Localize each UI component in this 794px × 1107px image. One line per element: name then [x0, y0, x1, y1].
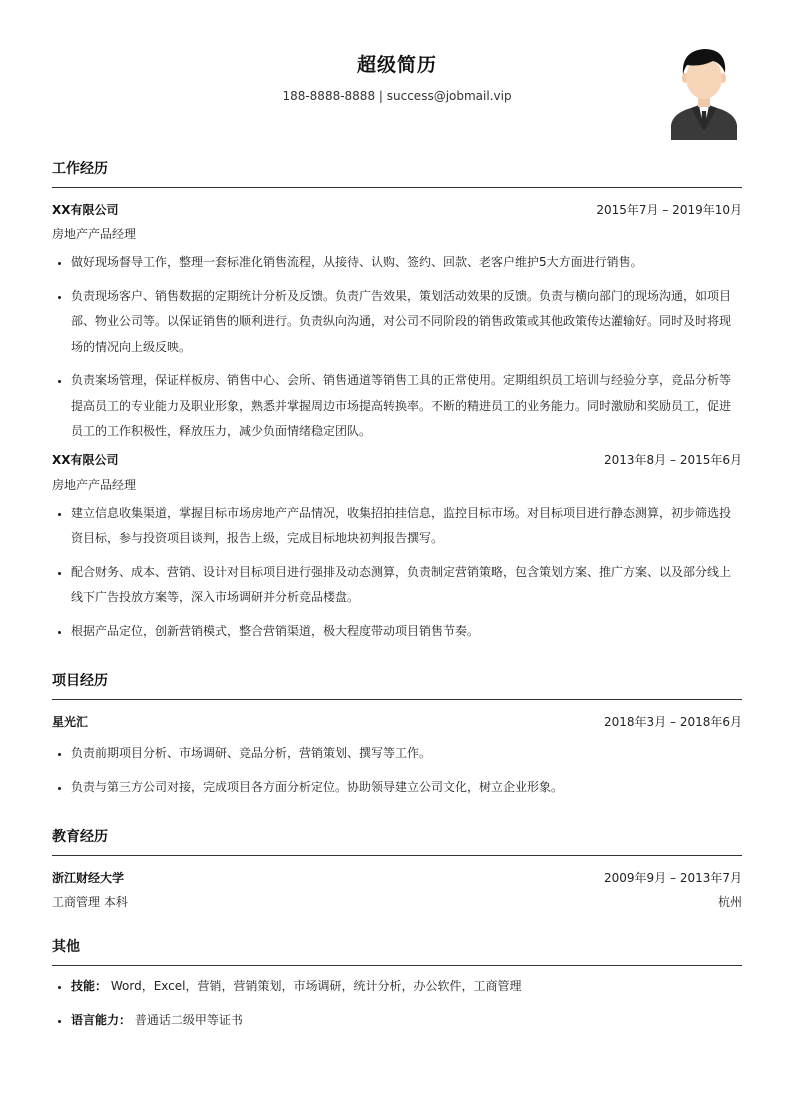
list-item: • 负责前期项目分析、市场调研、竞品分析，营销策划、撰写等工作。: [71, 741, 742, 767]
list-item: • 配合财务、成本、营销、设计对目标项目进行强排及动态测算，负责制定营销策略，包含策划方案、推广方案、以及部分线上线下广告投放方案等，深入市场调研并分析竞品楼盘。: [71, 560, 742, 611]
project-bullets: [52, 741, 742, 800]
list-item: • 负责与第三方公司对接，完成项目各方面分析定位。协助领导建立公司文化，树立企业形象。: [71, 775, 742, 801]
project-name: 星光汇: [52, 714, 89, 729]
resume-page: [52, 0, 742, 1033]
list-item: [71, 974, 742, 1000]
work-entry: [52, 198, 742, 445]
list-item: • 做好现场督导工作，整理一套标准化销售流程，从接待、认购、签约、回款、老客户维护5大方面进行销售。: [71, 250, 742, 276]
resume-header: [52, 0, 742, 150]
work-date: 2013年8月 – 2015年6月: [604, 453, 742, 467]
work-date: 2015年7月 – 2019年10月: [596, 202, 742, 217]
list-item: [71, 1008, 742, 1034]
language-label: 语言能力：: [71, 1012, 132, 1027]
section-title-work: 工作经历: [52, 158, 742, 188]
other-section: [52, 936, 742, 1033]
education-section: [52, 826, 742, 912]
language-value: 普通话二级甲等证书: [134, 1012, 243, 1027]
section-title-project: 项目经历: [52, 670, 742, 700]
list-item: • 根据产品定位，创新营销模式，整合营销渠道，极大程度带动项目销售节奏。: [71, 619, 742, 645]
degree: 工商管理 本科: [52, 895, 128, 909]
work-bullets: [52, 501, 742, 645]
work-section: [52, 158, 742, 644]
section-title-other: 其他: [52, 936, 742, 966]
job-title: 房地产产品经理: [52, 477, 137, 492]
education-city: 杭州: [717, 895, 742, 909]
skills-value: Word，Excel，营销，营销策划，市场调研，统计分析，办公软件，工商管理: [110, 979, 522, 993]
project-section: [52, 670, 742, 800]
list-item: • 建立信息收集渠道，掌握目标市场房地产产品情况，收集招拍挂信息，监控目标市场。对目标项目进行静态测算，初步筛选投资目标，参与投资项目谈判，报告上级，完成目标地块初判报告撰写。: [71, 501, 742, 552]
work-bullets: [52, 250, 742, 445]
company-name: XX有限公司: [52, 453, 119, 467]
list-item: • 负责案场管理，保证样板房、销售中心、会所、销售通道等销售工具的正常使用。定期组织员工培训与经验分享，竞品分析等提高员工的专业能力及职业形象，熟悉并掌握周边市场提高转换率。不断的精进员工的业务能力。同时激励和奖励员工，促进员工的工作积极性，释放压力，减少负面情绪稳定团队。: [71, 368, 742, 445]
project-entry: [52, 710, 742, 800]
candidate-name: 超级简历: [356, 54, 437, 76]
list-item: • 负责现场客户、销售数据的定期统计分析及反馈。负责广告效果，策划活动效果的反馈。负责与横向部门的现场沟通，如项目部、物业公司等。以保证销售的顺利进行。负责纵向沟通，对公司不同阶段的销售政策或其他政策传达灌输好。同时及时将现场的情况向上级反映。: [71, 284, 742, 361]
job-title: 房地产产品经理: [52, 227, 137, 241]
education-date: 2009年9月 – 2013年7月: [604, 870, 742, 885]
work-entry: [52, 449, 742, 645]
skills-label: 技能：: [71, 979, 108, 993]
school-name: 浙江财经大学: [52, 870, 125, 885]
company-name: XX有限公司: [52, 202, 119, 217]
contact-info: 188-8888-8888 | success@jobmail.vip: [282, 89, 512, 103]
project-date: 2018年3月 – 2018年6月: [604, 714, 742, 729]
avatar: [669, 45, 739, 140]
section-title-education: 教育经历: [52, 826, 742, 856]
other-list: [52, 974, 742, 1033]
